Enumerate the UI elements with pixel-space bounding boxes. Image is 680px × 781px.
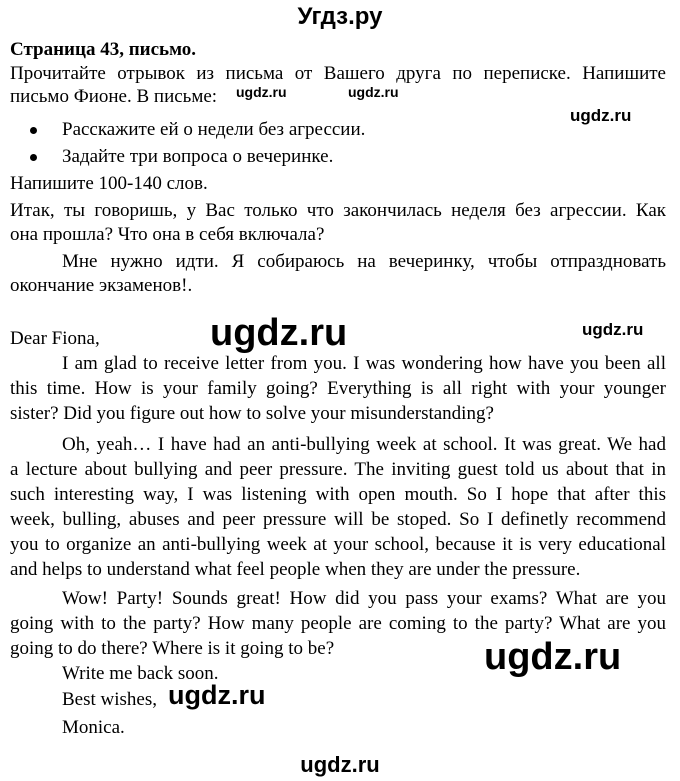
bullet-text: Расскажите ей о недели без агрессии. xyxy=(62,119,366,140)
watermark: ugdz.ru xyxy=(348,84,399,100)
letter-line: a lecture about bullying and peer pressure. The inviting guest told us about that in xyxy=(10,459,666,480)
letter-line: I am glad to receive letter from you. I was wondering how have you been all xyxy=(62,353,666,374)
task-line: письмо Фионе. В письме: xyxy=(10,86,218,107)
letter-line: Oh, yeah… I have had an anti-bullying week at school. It was great. We had xyxy=(62,434,666,455)
word-count: Напишите 100-140 слов. xyxy=(10,173,208,194)
letter-line: and helps to understand what feel people when they are under the pressure. xyxy=(10,559,581,580)
watermark: ugdz.ru xyxy=(484,636,622,678)
excerpt-line: окончание экзаменов!. xyxy=(10,275,193,296)
excerpt-line: она прошла? Что она в себя включала? xyxy=(10,224,325,245)
letter-line: going to do there? Where is it going to be? xyxy=(10,638,335,659)
task-line: Прочитайте отрывок из письма от Вашего друга по переписке. Напишите xyxy=(10,63,666,84)
watermark: ugdz.ru xyxy=(210,312,348,354)
watermark: ugdz.ru xyxy=(168,680,266,710)
letter-line: this time. How is your family going? Everything is all right with your younger xyxy=(10,378,666,399)
letter-greeting: Dear Fiona, xyxy=(10,328,100,349)
footer-watermark: ugdz.ru xyxy=(300,752,380,777)
bullet-dot xyxy=(30,154,37,161)
letter-line: you to organize an anti-bullying week at your school, because it is very educational xyxy=(10,534,666,555)
excerpt-line: Итак, ты говоришь, у Вас только что закончилась неделя без агрессии. Как xyxy=(10,200,666,221)
watermark: ugdz.ru xyxy=(570,106,632,125)
letter-signature: Monica. xyxy=(62,717,125,738)
watermark: ugdz.ru xyxy=(236,84,287,100)
letter-closing: Write me back soon. xyxy=(62,663,219,684)
bullet-dot xyxy=(30,127,37,134)
site-title: Угдз.ру xyxy=(297,3,383,30)
letter-line: such interesting way, I was listening with open mouth. So I hope that after this xyxy=(10,484,666,505)
letter-line: sister? Did you figure out how to solve your misunderstanding? xyxy=(10,403,494,424)
letter-line: week, bulling, abuses and peer pressure will be stoped. So I definetly recommend xyxy=(10,509,666,530)
letter-closing: Best wishes, xyxy=(62,689,157,710)
watermark: ugdz.ru xyxy=(582,320,644,339)
bullet-text: Задайте три вопроса о вечеринке. xyxy=(62,146,334,167)
letter-line: going with to the party? How many people are coming to the party? What are you xyxy=(10,613,666,634)
letter-line: Wow! Party! Sounds great! How did you pass your exams? What are you xyxy=(62,588,666,609)
page-heading: Страница 43, письмо. xyxy=(10,39,197,60)
excerpt-line: Мне нужно идти. Я собираюсь на вечеринку, чтобы отпраздновать xyxy=(62,251,666,272)
